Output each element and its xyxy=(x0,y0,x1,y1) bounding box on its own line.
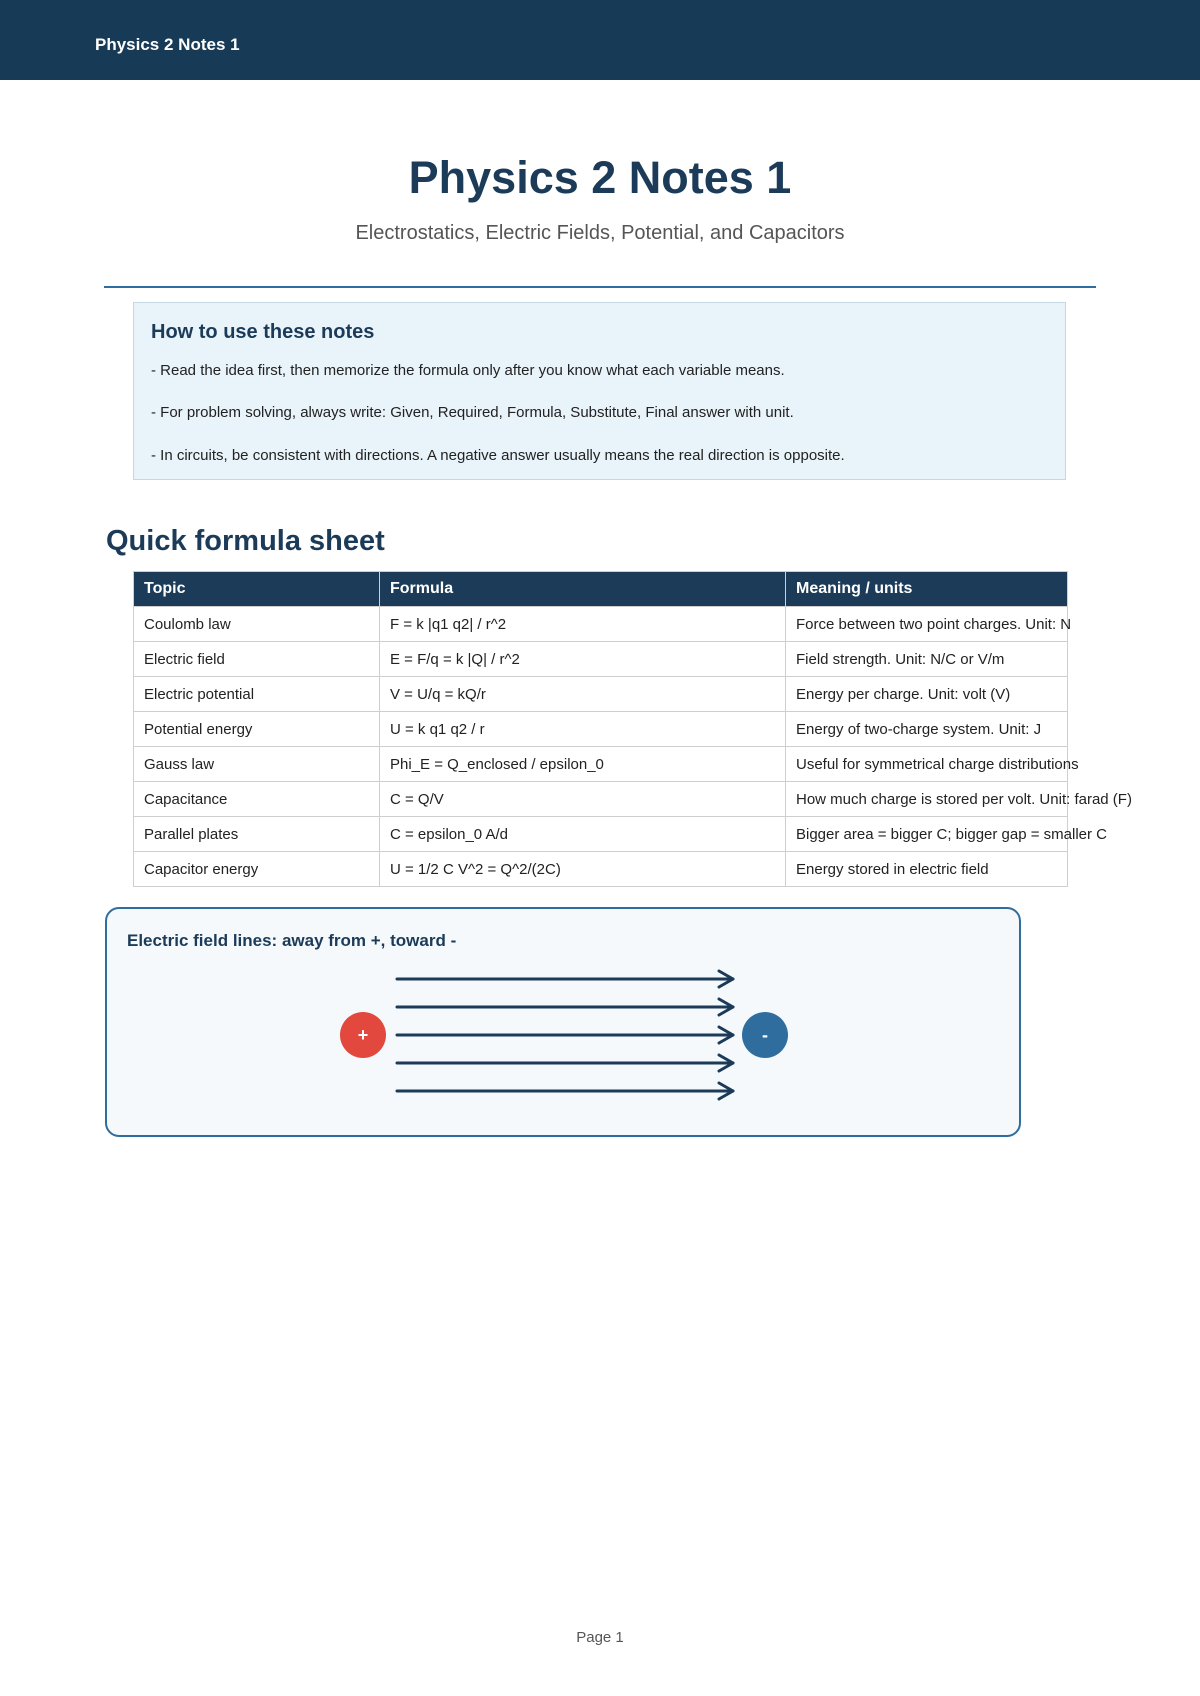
cell-formula: F = k |q1 q2| / r^2 xyxy=(380,607,786,642)
column-header-meaning: Meaning / units xyxy=(786,572,1068,607)
cell-meaning: Field strength. Unit: N/C or V/m xyxy=(786,642,1068,677)
positive-charge-label: + xyxy=(357,1025,369,1045)
cell-topic: Capacitor energy xyxy=(134,852,380,887)
howto-callout xyxy=(133,302,1066,480)
table-row xyxy=(134,747,1068,782)
field-lines-diagram xyxy=(105,907,1021,1137)
table-row xyxy=(134,607,1068,642)
table-row xyxy=(134,782,1068,817)
page-title: Physics 2 Notes 1 xyxy=(408,152,792,203)
header-bar xyxy=(0,0,1200,80)
field-line xyxy=(397,971,733,987)
cell-meaning: Force between two point charges. Unit: N xyxy=(786,607,1068,642)
cell-meaning: Energy stored in electric field xyxy=(786,852,1068,887)
howto-item: - For problem solving, always write: Given, Required, Formula, Substitute, Final answer with unit. xyxy=(151,404,794,421)
table-row xyxy=(134,642,1068,677)
cell-meaning: Energy of two-charge system. Unit: J xyxy=(786,712,1068,747)
negative-charge xyxy=(742,1012,788,1058)
page-subtitle: Electrostatics, Electric Fields, Potential, and Capacitors xyxy=(355,222,845,244)
cell-formula: C = Q/V xyxy=(380,782,786,817)
field-line xyxy=(397,1027,733,1043)
cell-formula: C = epsilon_0 A/d xyxy=(380,817,786,852)
howto-heading: How to use these notes xyxy=(151,321,375,343)
page-number: Page 1 xyxy=(576,1629,624,1646)
cell-topic: Electric potential xyxy=(134,677,380,712)
table-row xyxy=(134,817,1068,852)
column-header-formula: Formula xyxy=(380,572,786,607)
cell-meaning: Energy per charge. Unit: volt (V) xyxy=(786,677,1068,712)
cell-topic: Coulomb law xyxy=(134,607,380,642)
field-lines-svg xyxy=(107,909,1019,1135)
title-divider xyxy=(104,286,1096,288)
cell-meaning: Useful for symmetrical charge distributions xyxy=(786,747,1068,782)
table-row xyxy=(134,712,1068,747)
cell-formula: U = k q1 q2 / r xyxy=(380,712,786,747)
field-line xyxy=(397,1083,733,1099)
howto-item: - In circuits, be consistent with directions. A negative answer usually means the real direction is opposite. xyxy=(151,447,845,464)
cell-topic: Electric field xyxy=(134,642,380,677)
negative-charge-label: - xyxy=(762,1025,768,1045)
cell-topic: Gauss law xyxy=(134,747,380,782)
cell-formula: E = F/q = k |Q| / r^2 xyxy=(380,642,786,677)
field-line xyxy=(397,1055,733,1071)
howto-item: - Read the idea first, then memorize the formula only after you know what each variable means. xyxy=(151,362,785,379)
table-header-row xyxy=(134,572,1068,607)
diagram-title: Electric field lines: away from +, toward - xyxy=(127,931,457,950)
formula-table xyxy=(133,571,1132,887)
table-row xyxy=(134,677,1068,712)
cell-meaning: Bigger area = bigger C; bigger gap = smaller C xyxy=(786,817,1068,852)
cell-topic: Potential energy xyxy=(134,712,380,747)
column-header-topic: Topic xyxy=(134,572,380,607)
field-line xyxy=(397,999,733,1015)
cell-formula: U = 1/2 C V^2 = Q^2/(2C) xyxy=(380,852,786,887)
formula-sheet-heading: Quick formula sheet xyxy=(106,525,385,557)
header-title: Physics 2 Notes 1 xyxy=(95,35,240,54)
cell-topic: Parallel plates xyxy=(134,817,380,852)
table-row xyxy=(134,852,1068,887)
cell-formula: Phi_E = Q_enclosed / epsilon_0 xyxy=(380,747,786,782)
cell-meaning: How much charge is stored per volt. Unit: farad (F) xyxy=(786,782,1068,817)
cell-topic: Capacitance xyxy=(134,782,380,817)
positive-charge xyxy=(340,1012,386,1058)
cell-formula: V = U/q = kQ/r xyxy=(380,677,786,712)
